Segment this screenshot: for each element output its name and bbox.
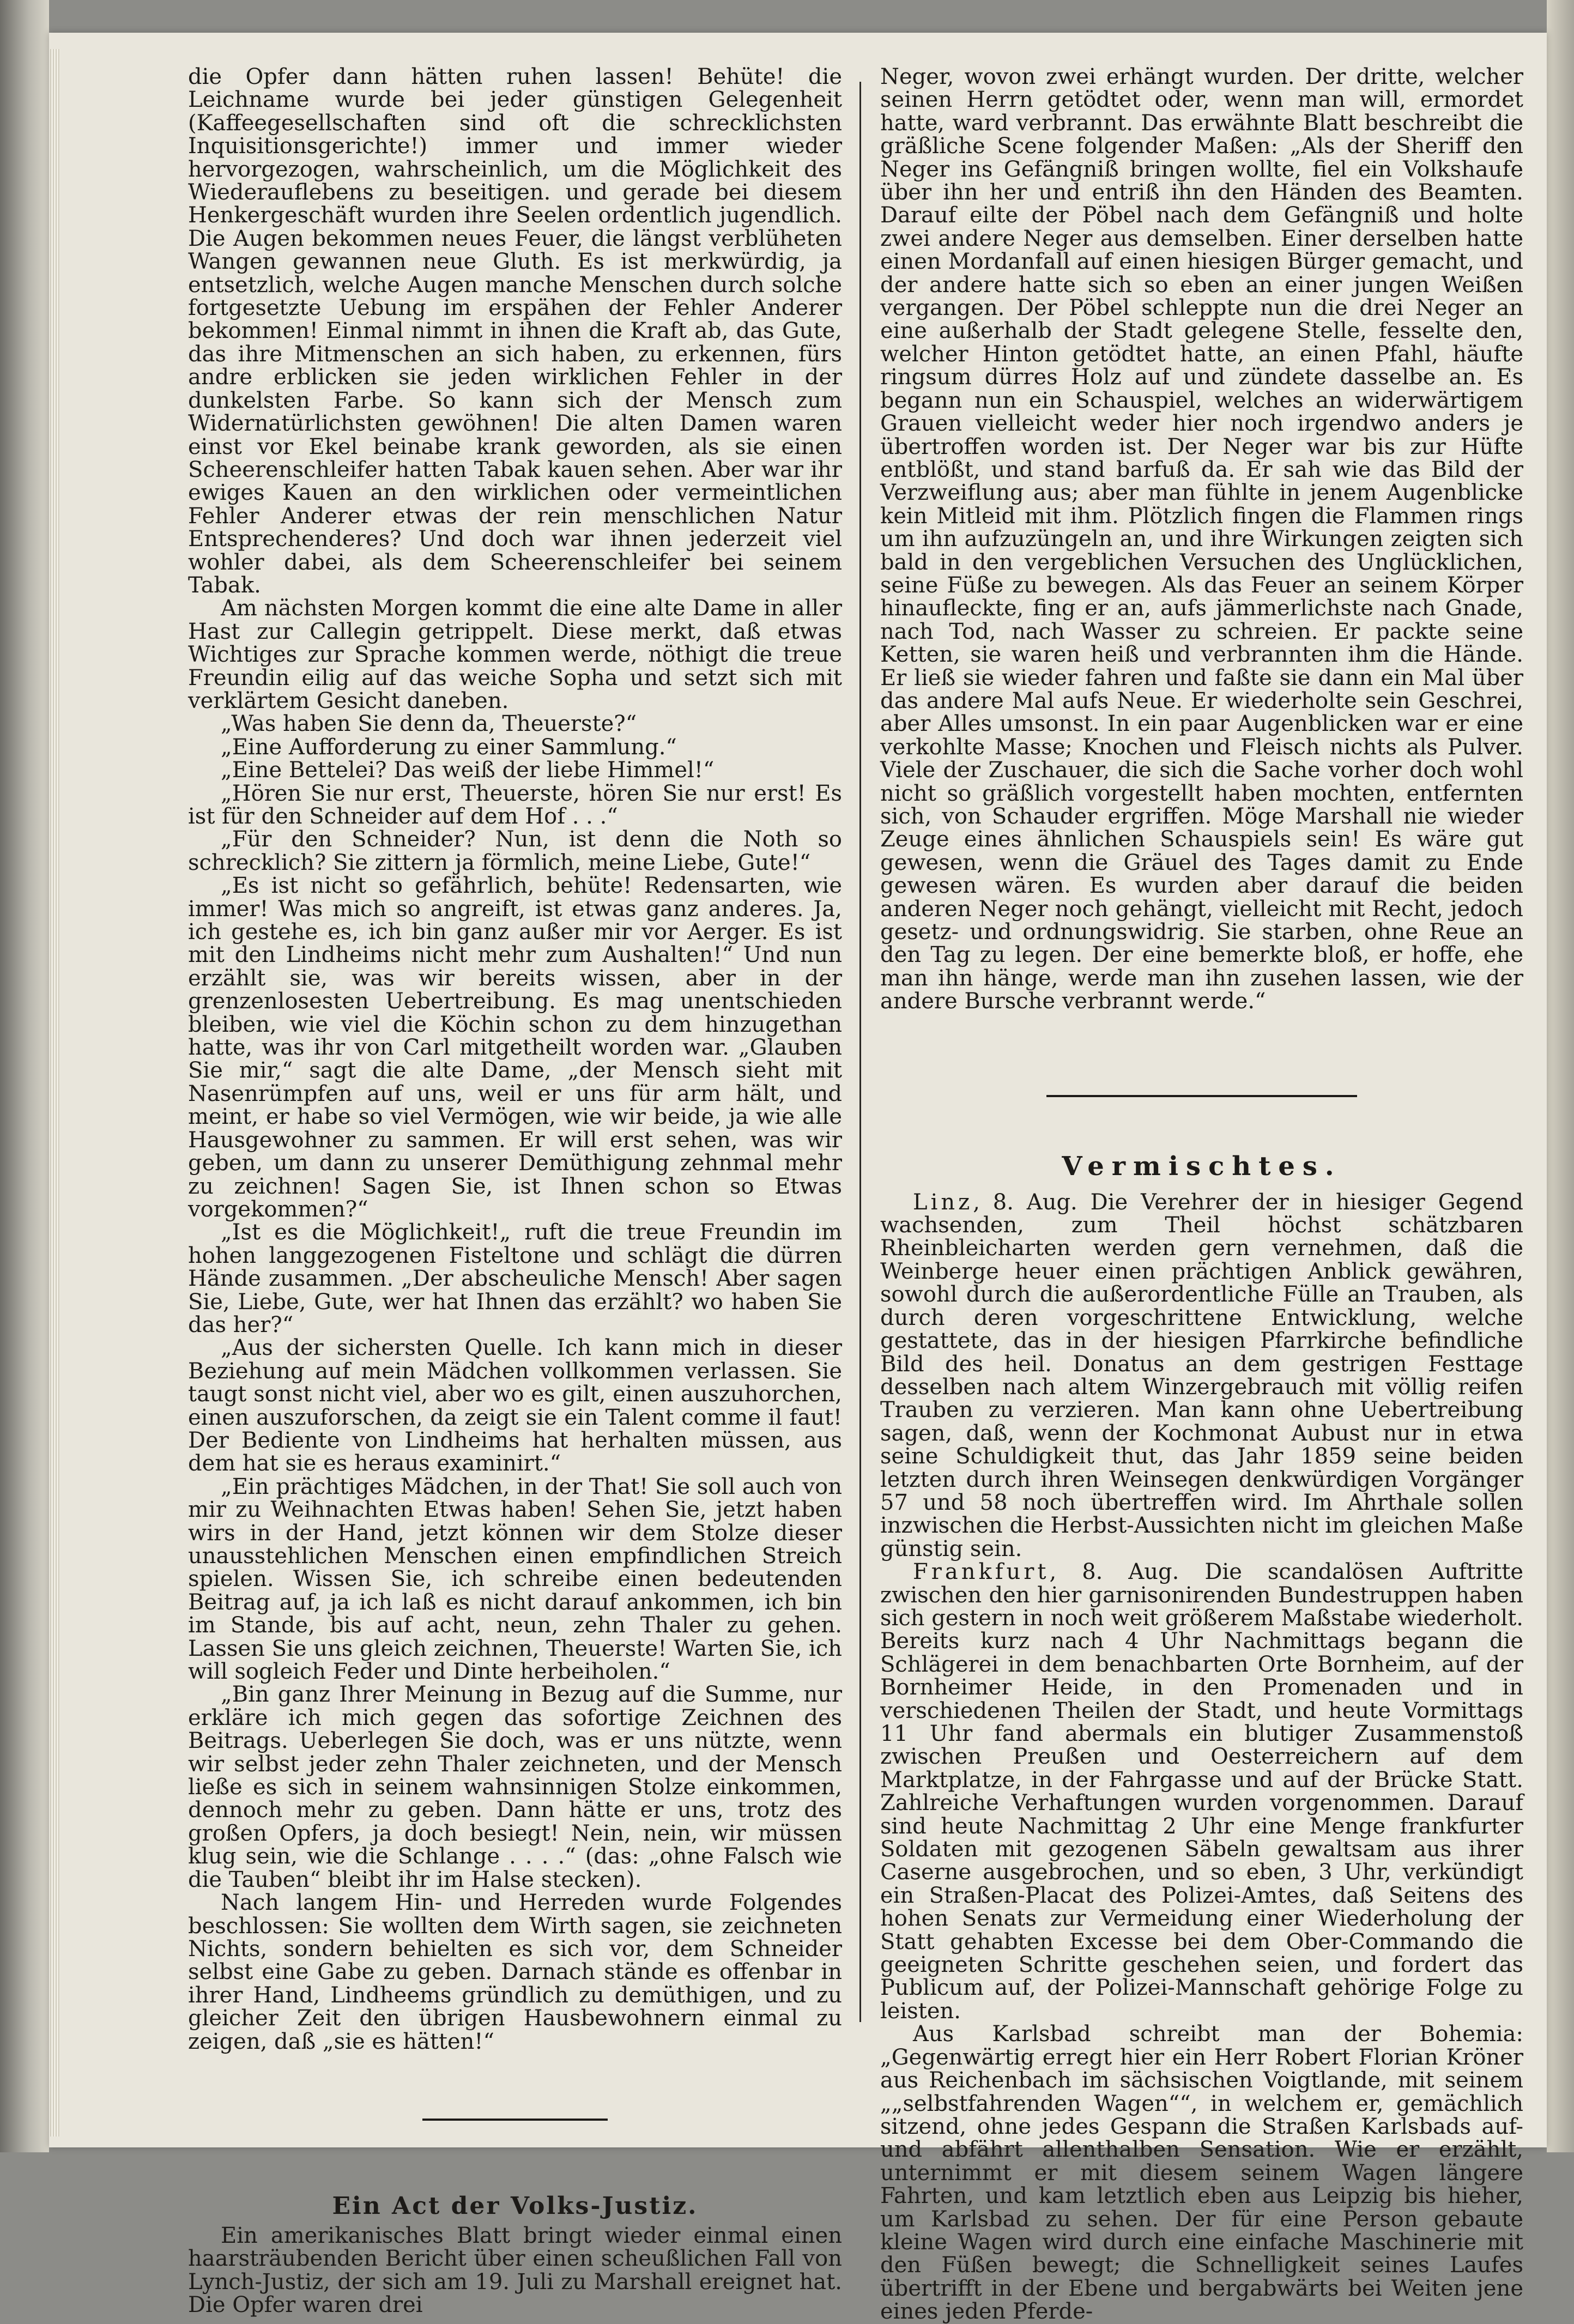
dateline-place: Linz <box>913 1189 973 1215</box>
column-rule <box>859 82 861 2022</box>
paragraph: „Für den Schneider? Nun, ist denn die Noth so schrecklich? Sie zittern ja förmlich, meine Liebe, Gute!“ <box>188 827 842 875</box>
news-item <box>880 1560 1523 2023</box>
section-divider <box>1046 1095 1357 1097</box>
paragraph: „Aus der sichersten Quelle. Ich kann mich in dieser Beziehung auf mein Mädchen vollkommen verlassen. Sie taugt sonst nicht viel, aber wo es gilt, einen auszuhorchen, einen auszuforschen, da zeigt sie ein Talent comme il faut! Der Bediente von Lindheims hat herhalten müssen, aus dem hat sie es heraus examinirt.“ <box>188 1335 842 1476</box>
paragraph: Nach langem Hin- und Herreden wurde Folgendes beschlossen: Sie wollten dem Wirth sagen, sie zeichneten Nichts, sondern behielten es sich vor, dem Schneider selbst eine Gabe zu geben. Darnach stände es offenbar in ihrer Hand, Lindheems gründlich zu demüthigen, und zu gleicher Zeit den übrigen Hausbewohnern einmal zu zeigen, daß „sie es hätten!“ <box>188 1890 842 2054</box>
paragraph: „Es ist nicht so gefährlich, behüte! Redensarten, wie immer! Was mich so angreift, ist etwas ganz anderes. Ja, ich gestehe es, ich bin ganz außer mir vor Aerger. Es ist mit den Lindheims nicht mehr zum Aushalten!“ Und nun erzählt sie, was wir bereits wissen, aber in der grenzenlosesten Uebertreibung. Es mag unentschieden bleiben, wie viel die Köchin schon zu dem hinzugethan hatte, was ihr von Carl mitgetheilt worden war. „Glauben Sie mir,“ sagt die alte Dame, „der Mensch sieht mit Nasenrümpfen auf uns, weil er uns für arm hält, und meint, er habe so viel Vermögen, wie wir beide, ja wie alle Hausgewohner zu sammen. Er will erst sehen, was wir geben, um dann zu unserer Demüthigung zehnmal mehr zu zeichnen! Sagen Sie, ist Ihnen schon so Etwas vorgekommen?“ <box>188 873 842 1222</box>
paragraph: „Eine Aufforderung zu einer Sammlung.“ <box>221 734 677 760</box>
paragraph: Ein amerikanisches Blatt bringt wieder einmal einen haarsträubenden Bericht über einen scheußlichen Fall von Lynch-Justiz, der sich am 19. Juli zu Marshall ereignet hat. Die Opfer waren drei <box>188 2223 842 2318</box>
dateline-place: Frankfurt <box>913 1559 1050 1585</box>
page-stack-edge <box>50 49 60 2137</box>
paragraph: „Hören Sie nur erst, Theuerste, hören Sie nur erst! Es ist für den Schneider auf dem Hof . . .“ <box>188 780 842 829</box>
right-column <box>880 65 1523 2323</box>
left-column <box>188 65 842 2317</box>
paragraph: „Ist es die Möglichkeit!„ ruft die treue Freundin im hohen langgezogenen Fisteltone und schlägt die dürren Hände zusammen. „Der abscheuliche Mensch! Aber sagen Sie, Liebe, Gute, wer hat Ihnen das erzählt? wo haben Sie das her?“ <box>188 1220 842 1337</box>
section-divider <box>422 2119 608 2121</box>
paragraph: „Eine Bettelei? Das weiß der liebe Himmel!“ <box>221 758 715 783</box>
paragraph: „Ein prächtiges Mädchen, in der That! Sie soll auch von mir zu Weihnachten Etwas haben! Sehen Sie, jetzt haben wirs in der Hand, jetzt können wir dem Stolze dieser unausstehlichen Menschen einen empfindlichen Streich spielen. Wissen Sie, ich schreibe einen bedeutenden Beitrag auf, ja ich laß es nicht darauf ankommen, ich bin im Stande, bis auf acht, neun, zehn Thaler zu gehen. Lassen Sie uns gleich zeichnen, Theuerste! Warten Sie, ich will sogleich Feder und Dinte herbeiholen.“ <box>188 1474 842 1685</box>
news-item-text: , 8. Aug. Die Verehrer der in hiesiger Gegend wachsenden, zum Theil höchst schätzbaren Rheinbleicharten werden gern vernehmen, daß die Weinberge heuer einen prächtigen Anblick gewähren, sowohl durch die außerordentliche Fülle an Trauben, als durch deren vorgeschrittene Entwicklung, welche gestattete, das in der hiesigen Pfarrkirche befindliche Bild des heil. Donatus an dem gestrigen Festtage desselben nach altem Winzergebrauch mit völlig reifen Trauben zu verzieren. Man kann ohne Uebertreibung sagen, daß, wenn der Kochmonat Aubust nur in etwa seine Schuldigkeit thut, das Jahr 1859 seine beiden letzten durch ihren Weinsegen denkwürdigen Vorgänger 57 und 58 noch übertreffen wird. Im Ahrthale sollen inzwischen die Herbst-Aussichten nicht im gleichen Maße günstig sein. <box>880 1189 1523 1562</box>
paragraph: Am nächsten Morgen kommt die eine alte Dame in aller Hast zur Callegin getrippelt. Diese merkt, daß etwas Wichtiges zur Sprache kommen werde, nöthigt die treue Freundin eilig auf das weiche Sopha und setzt sich mit verklärtem Gesicht daneben. <box>188 596 842 713</box>
news-item <box>880 2023 1523 2323</box>
scan-edge-right <box>1547 0 1574 2152</box>
news-item <box>880 1191 1523 1561</box>
scan-edge-left <box>0 0 49 2152</box>
news-item-text: Aus Karlsbad schreibt man der Bohemia: „Gegenwärtig erregt hier ein Herr Robert Florian Kröner aus Reichenbach im sächsischen Voigtlande, mit seinem „„selbstfahrenden Wagen““, in welchem er, gemächlich sitzend, ohne jedes Gespann die Straßen Karlsbads auf- und abfährt allenthalben Sensation. Wie er erzählt, unternimmt er mit diesem seinem Wagen längere Fahrten, und kam letztlich eben aus Leipzig bis hieher, um Karlsbad zu sehen. Der für eine Person gebaute kleine Wagen wird durch eine einfache Maschinerie mit den Füßen bewegt; die Schnelligkeit seines Laufes übertrifft in der Ebene und bergabwärts bei Weiten jene eines jeden Pferde- <box>880 2022 1523 2324</box>
paragraph: Neger, wovon zwei erhängt wurden. Der dritte, welcher seinen Herrn getödtet oder, wenn man will, ermordet hatte, ward verbrannt. Das erwähnte Blatt beschreibt die gräßliche Scene folgender Maßen: „Als der Sheriff den Neger ins Gefängniß bringen wollte, fiel ein Volkshaufe über ihn her und entriß ihn den Händen des Beamten. Darauf eilte der Pöbel nach dem Gefängniß und holte zwei andere Neger aus demselben. Einer derselben hatte einen Mordanfall auf einen hiesigen Bürger gemacht, und der andere hatte sich so eben an einer jungen Weißen vergangen. Der Pöbel schleppte nun die drei Neger an eine außerhalb der Stadt gelegene Stelle, fesselte den, welcher Hinton getödtet hatte, an einen Pfahl, häufte ringsum dürres Holz auf und zündete dasselbe an. Es begann nun ein Schauspiel, welches an widerwärtigem Grauen vielleicht weder hier noch irgendwo anders je übertroffen worden ist. Der Neger war bis zur Hüfte entblößt, und stand barfuß da. Er sah wie das Bild der Verzweiflung aus; aber man fühlte in jenem Augenblicke kein Mitleid mit ihm. Plötzlich fingen die Flammen rings um ihn aufzuzüngeln an, und ihre Wirkungen zeigten sich bald in den vergeblichen Versuchen des Unglücklichen, seine Füße zu bewegen. Als das Feuer an seinem Körper hinaufleckte, fing er an, aufs jämmerlichste nach Gnade, nach Tod, nach Wasser zu schreien. Er packte seine Ketten, sie waren heiß und verbrannten ihm die Hände. Er ließ sie wieder fahren und faßte sie dann ein Mal über das andere Mal aufs Neue. Er wiederholte sein Geschrei, aber Alles umsonst. In ein paar Augenblicken war er eine verkohlte Masse; Knochen und Fleisch nichts als Pulver. Viele der Zuschauer, die sich die Sache vorher doch wohl nicht so gräßlich vorgestellt haben mochten, entfernten sich, von Schauder ergriffen. Möge Marshall nie wieder Zeuge eines ähnlichen Schauspiels sein! Es wäre gut gewesen, wenn die Gräuel des Tages damit zu Ende gewesen wären. Es wurden aber darauf die beiden anderen Neger noch gehängt, vielleicht mit Recht, jedoch gesetz- und ordnungswidrig. Sie starben, ohne Reue an den Tag zu legen. Der eine bemerkte bloß, er hoffe, ehe man ihn hänge, werde man ihn zusehen lassen, wie der andere Bursche verbrannt werde.“ <box>880 64 1523 1014</box>
section-heading: Vermischtes. <box>1062 1151 1342 1182</box>
news-item-text: , 8. Aug. Die scandalösen Auftritte zwischen den hier garnisonirenden Bundestruppen haben sich gestern in noch weit größerem Maßstabe wiederholt. Bereits kurz nach 4 Uhr Nachmittags begann die Schlägerei in dem benachbarten Orte Bornheim, auf der Bornheimer Heide, in den Promenaden und in verschiedenen Theilen der Stadt, und heute Vormittags 11 Uhr fand abermals ein blutiger Zusammenstoß zwischen Preußen und Oesterreichern auf dem Marktplatze, in der Fahrgasse und auf der Brücke Statt. Zahlreiche Verhaftungen wurden vorgenommen. Darauf sind heute Nachmittag 2 Uhr eine Menge frankfurter Soldaten mit gezogenen Säbeln gewaltsam aus ihrer Caserne ausgebrochen, und so eben, 3 Uhr, verkündigt ein Straßen-Placat des Polizei-Amtes, daß Seitens des hohen Senats zur Vermeidung einer Wiederholung der Statt gehabten Excesse bei dem Ober-Commando die geeigneten Schritte geschehen seien, und fordert das Publicum auf, der Polizei-Mannschaft gehörige Folge zu leisten. <box>880 1559 1523 2024</box>
section-heading: Ein Act der Volks-Justiz. <box>332 2192 698 2220</box>
paragraph: „Was haben Sie denn da, Theuerste?“ <box>221 711 637 737</box>
paragraph: „Bin ganz Ihrer Meinung in Bezug auf die Summe, nur erkläre ich mich gegen das sofortige Zeichnen des Beitrags. Ueberlegen Sie doch, was er uns nützte, wenn wir selbst jeder zehn Thaler zeichneten, und der Mensch ließe es sich in seinem wahnsinnigen Stolze einkommen, dennoch mehr zu geben. Dann hätte er uns, trotz des großen Opfers, ja doch besiegt! Nein, nein, wir müssen klug sein, wie die Schlange . . . .“ (das: „ohne Falsch wie die Tauben“ bleibt ihr im Halse stecken). <box>188 1682 842 1892</box>
paragraph: die Opfer dann hätten ruhen lassen! Behüte! die Leichname wurde bei jeder günstigen Gelegenheit (Kaffeegesellschaften sind oft die schrecklichsten Inquisitionsgerichte!) immer und immer wieder hervorgezogen, wahrscheinlich, um die Möglichkeit des Wiederauflebens zu beseitigen. und gerade bei diesem Henkergeschäft wurden ihre Seelen ordentlich jugendlich. Die Augen bekommen neues Feuer, die längst verblüheten Wangen gewannen neue Gluth. Es ist merkwürdig, ja entsetzlich, welche Augen manche Menschen durch solche fortgesetzte Uebung im erspähen der Fehler Anderer bekommen! Einmal nimmt in ihnen die Kraft ab, das Gute, das ihre Mitmenschen an sich haben, zu erkennen, fürs andre erblicken sie jeden wirklichen Fehler in der dunkelsten Farbe. So kann sich der Mensch zum Widernatürlichsten gewöhnen! Die alten Damen waren einst vor Ekel beinabe krank geworden, als sie einen Scheerenschleifer hatten Tabak kauen sehen. Aber war ihr ewiges Kauen an den wirklichen oder vermeintlichen Fehler Anderer etwas der rein menschlichen Natur Entsprechenderes? Und doch war ihnen jederzeit viel wohler dabei, als dem Scheerenschleifer bei seinem Tabak. <box>188 64 842 598</box>
